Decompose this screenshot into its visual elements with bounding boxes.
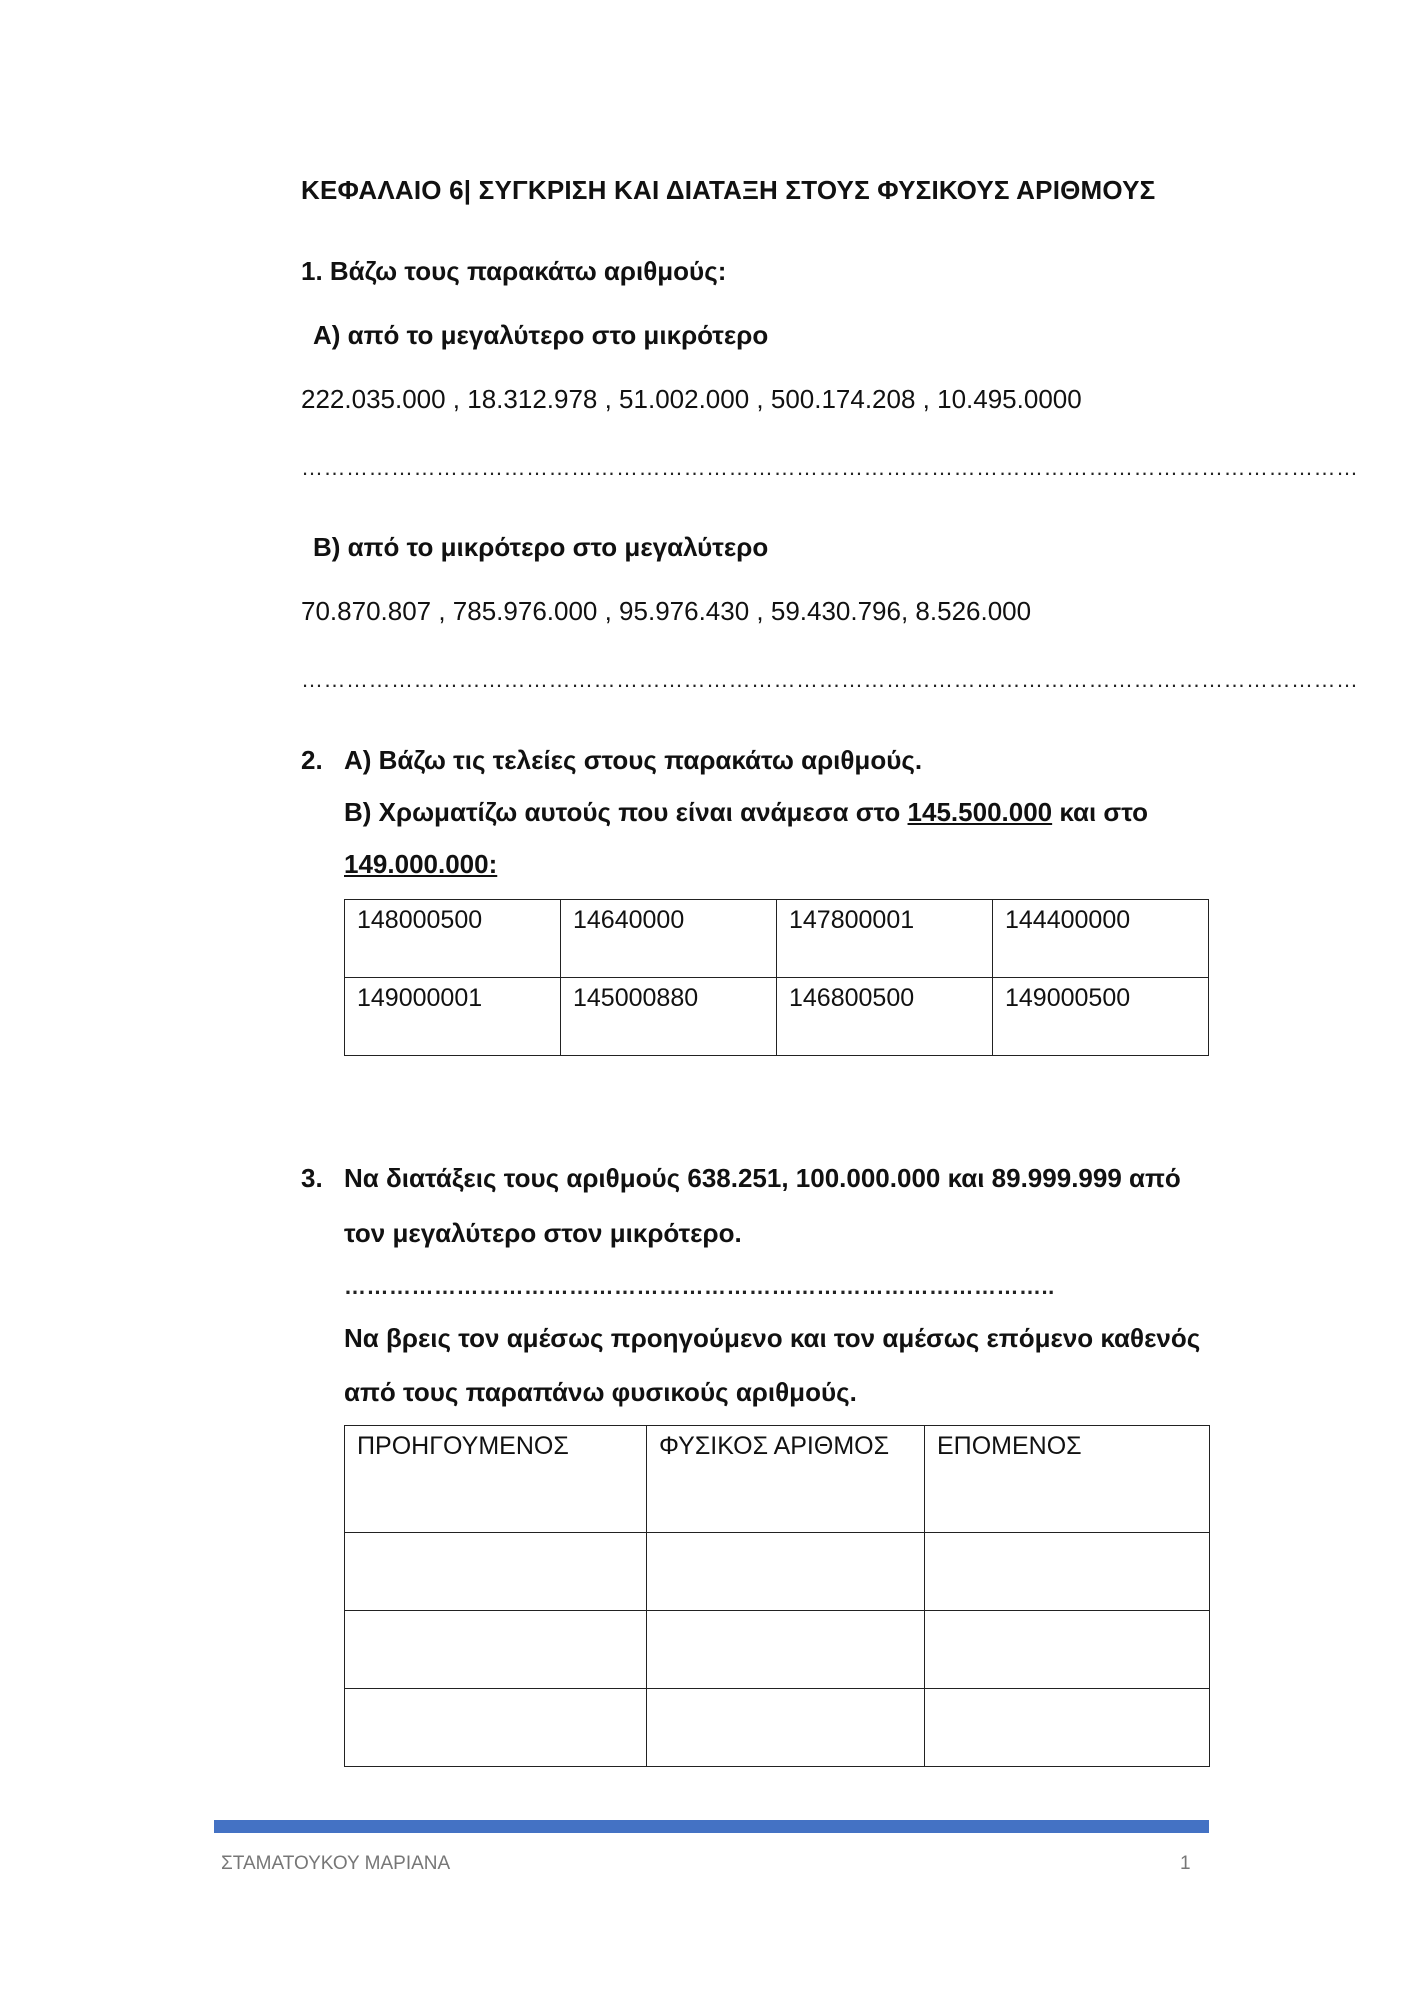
q2-number: 2. xyxy=(301,745,323,775)
q2-line-a: Α) Βάζω τις τελείες στους παρακάτω αριθμούς. xyxy=(344,745,923,775)
q2-cell[interactable]: 147800001 xyxy=(777,900,993,978)
q1-b-label: Β) από το μικρότερο στο μεγαλύτερο xyxy=(313,532,769,562)
footer-author: ΣΤΑΜΑΤΟΥΚΟΥ ΜΑΡΙΑΝΑ xyxy=(221,1853,451,1874)
q3-line1: Να διατάξεις τους αριθμούς 638.251, 100.000.000 και 89.999.999 από xyxy=(344,1163,1181,1193)
q3-header-previous: ΠΡΟΗΓΟΥΜΕΝΟΣ xyxy=(345,1426,647,1533)
q3-answer-cell[interactable] xyxy=(345,1533,647,1611)
q1-heading: 1. Βάζω τους παρακάτω αριθμούς: xyxy=(301,256,727,286)
q3-header-next: ΕΠΟΜΕΝΟΣ xyxy=(925,1426,1210,1533)
page-title: ΚΕΦΑΛΑΙΟ 6| ΣΥΓΚΡΙΣΗ ΚΑΙ ΔΙΑΤΑΞΗ ΣΤΟΥΣ ΦΥΣΙΚΟΥΣ ΑΡΙΘΜΟΥΣ xyxy=(301,175,1156,205)
q2-cell[interactable]: 149000500 xyxy=(993,978,1209,1056)
q3-table xyxy=(344,1425,1210,1767)
q3-line4: από τους παραπάνω φυσικούς αριθμούς. xyxy=(344,1377,857,1407)
footer-bar xyxy=(214,1820,1209,1833)
q2-line-b-text: Β) Χρωματίζω αυτούς που είναι ανάμεσα στο xyxy=(344,797,908,827)
q1-a-label: Α) από το μεγαλύτερο στο μικρότερο xyxy=(313,320,769,350)
q3-number: 3. xyxy=(301,1163,323,1193)
q3-answer-cell[interactable] xyxy=(345,1611,647,1689)
q2-range-end: 149.000.000: xyxy=(344,849,498,879)
page-number: 1 xyxy=(1180,1853,1191,1874)
q1-a-answer-line[interactable]: …………………………………………………………………………………………………………………………… xyxy=(301,455,1359,480)
q3-line2: τον μεγαλύτερο στον μικρότερο. xyxy=(344,1218,742,1248)
q2-cell[interactable]: 149000001 xyxy=(345,978,561,1056)
q2-line-b xyxy=(344,797,1148,828)
q2-line-b-mid: και στο xyxy=(1052,797,1148,827)
q3-answer-line[interactable]: ………………………………………………………………………………….. xyxy=(344,1274,1055,1299)
q3-line3: Να βρεις τον αμέσως προηγούμενο και τον αμέσως επόμενο καθενός xyxy=(344,1323,1201,1353)
q3-answer-cell[interactable] xyxy=(925,1533,1210,1611)
q3-answer-cell[interactable] xyxy=(925,1689,1210,1767)
q1-b-numbers: 70.870.807 , 785.976.000 , 95.976.430 , 59.430.796, 8.526.000 xyxy=(301,596,1032,626)
q2-cell[interactable]: 14640000 xyxy=(561,900,777,978)
q3-header-number: ΦΥΣΙΚΟΣ ΑΡΙΘΜΟΣ xyxy=(647,1426,925,1533)
q3-answer-cell[interactable] xyxy=(345,1689,647,1767)
q1-a-numbers: 222.035.000 , 18.312.978 , 51.002.000 , 500.174.208 , 10.495.0000 xyxy=(301,384,1082,414)
q2-range-start: 145.500.000 xyxy=(907,797,1053,827)
q3-answer-cell[interactable] xyxy=(647,1611,925,1689)
q3-answer-cell[interactable] xyxy=(647,1689,925,1767)
q3-answer-cell[interactable] xyxy=(647,1533,925,1611)
q2-cell[interactable]: 144400000 xyxy=(993,900,1209,978)
q3-answer-cell[interactable] xyxy=(925,1611,1210,1689)
q2-cell[interactable]: 148000500 xyxy=(345,900,561,978)
q1-b-answer-line[interactable]: …………………………………………………………………………………………………………………………… xyxy=(301,667,1359,692)
q2-cell[interactable]: 145000880 xyxy=(561,978,777,1056)
q2-number-table xyxy=(344,899,1209,1056)
q2-cell[interactable]: 146800500 xyxy=(777,978,993,1056)
